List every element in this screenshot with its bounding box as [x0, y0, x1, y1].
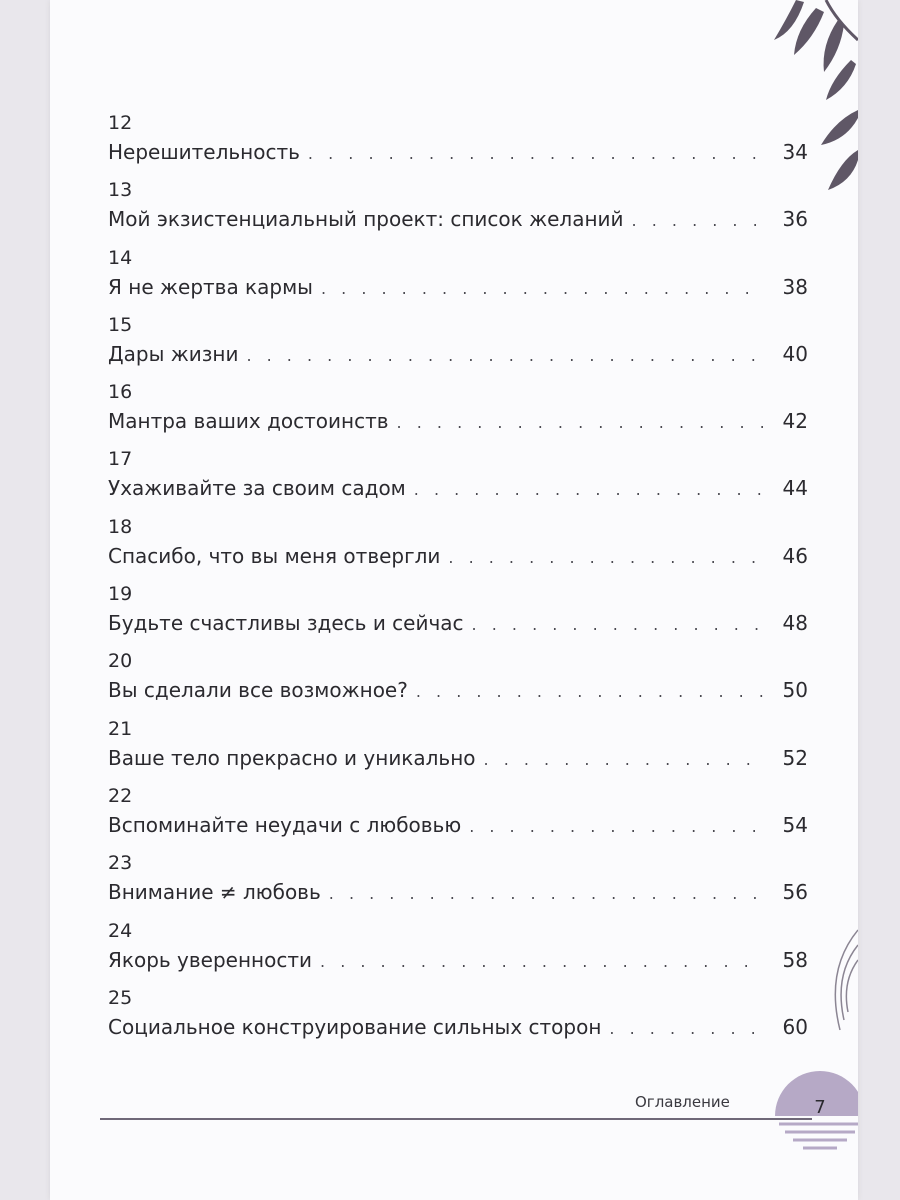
dot-leader — [246, 342, 764, 370]
chapter-title: Мой экзистенциальный проект: список желаний — [108, 207, 624, 232]
toc-entry[interactable] — [108, 920, 808, 987]
page-number: 54 — [782, 812, 808, 837]
chapter-title: Будьте счастливы здесь и сейчас — [108, 611, 464, 636]
dot-leader — [609, 1015, 764, 1043]
dot-leader — [308, 140, 764, 168]
chapter-title: Мантра ваших достоинств — [108, 409, 389, 434]
toc-entry[interactable] — [108, 852, 808, 919]
page-number: 52 — [782, 745, 808, 770]
toc-entry[interactable] — [108, 112, 808, 179]
chapter-title: Внимание ≠ любовь — [108, 880, 321, 905]
dot-leader — [484, 746, 764, 774]
toc-entry[interactable] — [108, 516, 808, 583]
page-number: 56 — [782, 880, 808, 905]
page-number: 40 — [782, 341, 808, 366]
dot-leader — [472, 611, 764, 639]
chapter-number: 15 — [108, 313, 133, 336]
dot-leader — [416, 678, 764, 706]
page-number: 58 — [782, 947, 808, 972]
chapter-title: Вы сделали все возможное? — [108, 678, 408, 703]
toc-entry[interactable] — [108, 247, 808, 314]
page-number: 46 — [782, 543, 808, 568]
chapter-title: Ваше тело прекрасно и уникально — [108, 745, 476, 770]
page-number: 50 — [782, 678, 808, 703]
dot-leader — [448, 544, 764, 572]
chapter-title: Дары жизни — [108, 341, 239, 366]
toc-entry[interactable] — [108, 314, 808, 381]
page-number: 42 — [782, 409, 808, 434]
dot-leader — [321, 275, 764, 303]
table-of-contents — [108, 112, 808, 1054]
book-page — [50, 0, 858, 1200]
chapter-title: Я не жертва кармы — [108, 274, 313, 299]
chapter-number: 17 — [108, 448, 133, 471]
chapter-number: 16 — [108, 381, 133, 404]
toc-entry[interactable] — [108, 987, 808, 1054]
chapter-number: 13 — [108, 179, 133, 202]
dot-leader — [632, 207, 764, 235]
chapter-title: Якорь уверенности — [108, 947, 313, 972]
page-number: 34 — [782, 140, 808, 164]
footer-rule — [100, 1118, 812, 1120]
toc-entry[interactable] — [108, 718, 808, 785]
toc-entry[interactable] — [108, 785, 808, 852]
page-number-badge — [765, 1064, 858, 1164]
leaf-decoration-bottom — [820, 920, 858, 1040]
dot-leader — [329, 880, 764, 908]
chapter-title: Социальное конструирование сильных сторон — [108, 1014, 602, 1039]
page-number: 48 — [782, 611, 808, 636]
page-number: 60 — [782, 1014, 808, 1039]
page-number: 38 — [782, 274, 808, 299]
chapter-number: 24 — [108, 919, 133, 942]
chapter-number: 21 — [108, 717, 133, 740]
chapter-number: 22 — [108, 784, 133, 807]
chapter-number: 18 — [108, 515, 133, 538]
page-number-label: 7 — [814, 1097, 826, 1118]
footer-section-label: Оглавление — [635, 1093, 730, 1111]
chapter-title: Вспоминайте неудачи с любовью — [108, 812, 462, 837]
toc-entry[interactable] — [108, 583, 808, 650]
toc-entry[interactable] — [108, 179, 808, 246]
dot-leader — [397, 409, 764, 437]
toc-entry[interactable] — [108, 650, 808, 717]
toc-entry[interactable] — [108, 448, 808, 515]
chapter-title: Нерешительность — [108, 140, 300, 164]
chapter-number: 23 — [108, 852, 133, 875]
dot-leader — [414, 476, 764, 504]
chapter-title: Ухаживайте за своим садом — [108, 476, 406, 501]
page-number: 36 — [782, 207, 808, 232]
chapter-number: 19 — [108, 583, 133, 606]
chapter-number: 14 — [108, 246, 133, 269]
dot-leader — [469, 813, 764, 841]
chapter-number: 20 — [108, 650, 133, 673]
chapter-number: 25 — [108, 986, 133, 1009]
toc-entry[interactable] — [108, 381, 808, 448]
chapter-title: Спасибо, что вы меня отвергли — [108, 543, 441, 568]
dot-leader — [320, 948, 764, 976]
page-number: 44 — [782, 476, 808, 501]
chapter-number: 12 — [108, 112, 133, 134]
